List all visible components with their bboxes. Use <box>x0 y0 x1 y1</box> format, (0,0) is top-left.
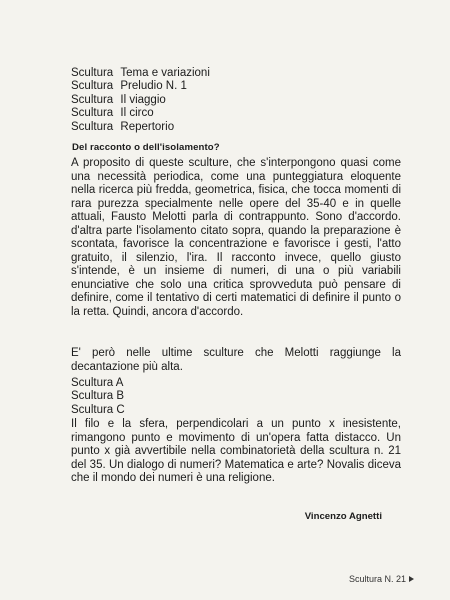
sculpture-list-item: Scultura B <box>71 390 125 403</box>
works-list-item <box>71 67 401 80</box>
sculpture-list <box>71 377 125 417</box>
work-title: Il circo <box>120 107 154 120</box>
work-category: Scultura <box>71 80 114 93</box>
sculpture-list-item: Scultura C <box>71 403 125 416</box>
sculpture-list-item: Scultura A <box>71 377 124 389</box>
paragraph-intro: A proposito di queste sculture, che s'interpongono quasi come una necessità periodica, come una punteggiatura eloquente nella ricerca più fredda, geometrica, fisica, che tocca momenti di rara purezza specialmente nelle opere del 35-40 e in quelle attuali, Fausto Melotti parla di contrappunto. Sono d'accordo. d'altra parte l'isolamento citato sopra, quando la preparazione è scontata, favorisce la concentrazione e favorisce i gesti, l'atto gratuito, il silenzio, l'ira. Il racconto invece, quello giusto s'intende, è un insieme di numeri, di una o più variabili enunciative che solo una critica sprovveduta può pensare di definire, come il tentativo di certi matematici di definire il punto o la retta. Quindi, ancora d'accordo. <box>71 157 401 318</box>
work-title: Il viaggio <box>120 93 166 106</box>
work-category: Scultura <box>71 107 114 120</box>
work-category: Scultura <box>71 120 114 133</box>
paragraph-decantation: E' però nelle ultime sculture che Melotti raggiunge la decantazione più alta. <box>71 347 401 373</box>
work-title: Tema e variazioni <box>120 67 210 79</box>
works-list-item <box>71 121 401 134</box>
paragraph-thread-sphere: Il filo e la sfera, perpendicolari a un punto x inesistente, rimangono punto e movimento di un'opera fatta distacco. Un punto x già avvertibile nella combinatorietà della scultura n. 21 del 35. Un dialogo di numeri? Matematica e arte? Novalis diceva che il mondo dei numeri è una religione. <box>71 418 401 484</box>
section-heading: Del racconto o dell'isolamento? <box>72 142 220 153</box>
works-list <box>71 67 401 134</box>
work-category: Scultura <box>71 67 114 79</box>
work-title: Repertorio <box>120 120 175 133</box>
work-category: Scultura <box>71 93 114 106</box>
footer-label: Scultura N. 21 <box>348 574 406 584</box>
author-signature: Vincenzo Agnetti <box>304 511 382 522</box>
page-footer <box>349 574 414 584</box>
works-list-item <box>71 94 401 107</box>
works-list-item <box>71 107 401 120</box>
right-triangle-arrow-icon <box>409 576 414 582</box>
works-list-item <box>71 80 401 93</box>
work-title: Preludio N. 1 <box>120 80 187 93</box>
